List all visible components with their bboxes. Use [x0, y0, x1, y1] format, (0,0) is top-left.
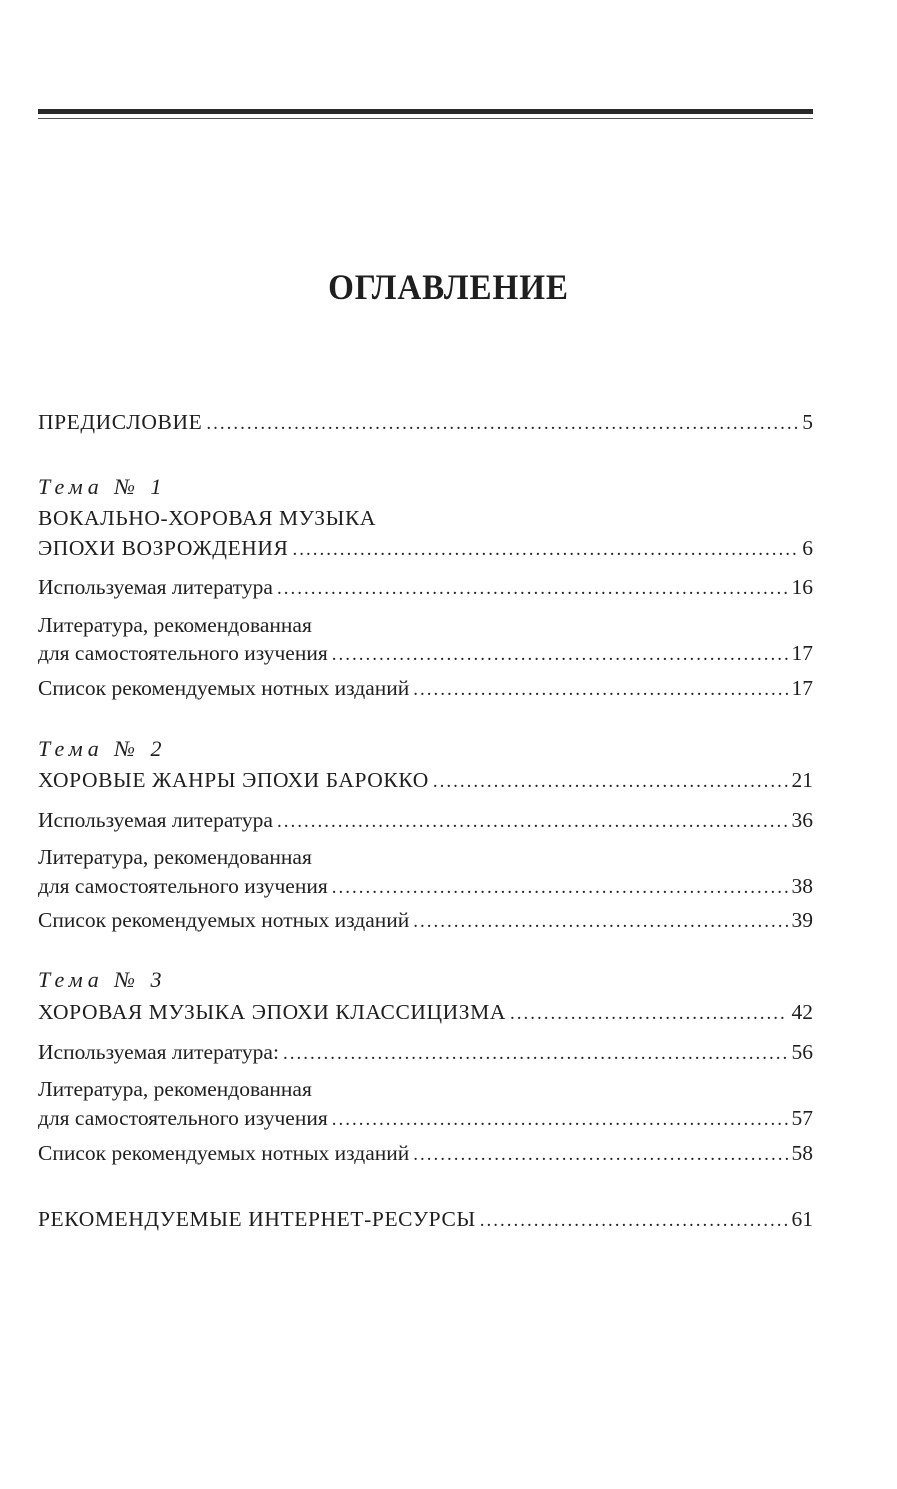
toc-entry-topic-1-scores[interactable] [38, 676, 813, 706]
page-title: ОГЛАВЛЕНИЕ [328, 267, 569, 307]
toc-entry-label: Используемая литература [38, 808, 273, 832]
toc-page-number: 17 [791, 641, 813, 665]
topic-2-label: Тема № 2 [38, 736, 167, 761]
topic-2-lit-rec-line1: Литература, рекомендованная [38, 845, 312, 869]
toc-entry-internet-resources[interactable] [38, 1207, 813, 1237]
toc-entry-label: ХОРОВЫЕ ЖАНРЫ ЭПОХИ БАРОККО [38, 768, 429, 792]
toc-page-number: 61 [791, 1207, 813, 1231]
topic-3-label: Тема № 3 [38, 967, 167, 992]
toc-leader-dots [293, 539, 799, 561]
toc-entry-label: для самостоятельного изучения [38, 641, 328, 665]
toc-entry-label: Список рекомендуемых нотных изданий [38, 908, 410, 932]
toc-entry-topic-3-lit-used[interactable] [38, 1040, 813, 1070]
toc-entry-topic-1[interactable] [38, 536, 813, 566]
toc-entry-label: Используемая литература [38, 575, 273, 599]
toc-page-number: 6 [802, 536, 813, 560]
toc-entry-label: ПРЕДИСЛОВИЕ [38, 410, 203, 434]
toc-page-number: 5 [802, 410, 813, 434]
top-rule-thick [38, 109, 813, 114]
toc-entry-label: для самостоятельного изучения [38, 874, 328, 898]
toc-entry-topic-2-lit-used[interactable] [38, 808, 813, 838]
toc-leader-dots [413, 911, 787, 933]
toc-entry-preface[interactable] [38, 410, 813, 440]
toc-leader-dots [413, 679, 787, 701]
toc-leader-dots [510, 1003, 787, 1025]
toc-entry-topic-1-lit-rec[interactable] [38, 641, 813, 671]
toc-entry-topic-1-lit-used[interactable] [38, 575, 813, 605]
toc-entry-topic-3[interactable] [38, 1000, 813, 1030]
toc-entry-topic-3-scores[interactable] [38, 1141, 813, 1171]
toc-leader-dots [283, 1043, 788, 1065]
toc-page-number: 58 [791, 1141, 813, 1165]
toc-entry-topic-2-scores[interactable] [38, 908, 813, 938]
toc-entry-topic-2-lit-rec[interactable] [38, 874, 813, 904]
toc-leader-dots [332, 644, 788, 666]
toc-page-number: 21 [791, 768, 813, 792]
toc-entry-label: Список рекомендуемых нотных изданий [38, 1141, 410, 1165]
toc-leader-dots [277, 811, 788, 833]
toc-entry-label: Используемая литература: [38, 1040, 279, 1064]
toc-leader-dots [413, 1144, 787, 1166]
toc-page-number: 16 [791, 575, 813, 599]
toc-leader-dots [332, 1109, 788, 1131]
toc-page-number: 39 [791, 908, 813, 932]
toc-entry-topic-3-lit-rec[interactable] [38, 1106, 813, 1136]
topic-1-lit-rec-line1: Литература, рекомендованная [38, 613, 312, 637]
toc-page-number: 17 [791, 676, 813, 700]
toc-leader-dots [480, 1210, 788, 1232]
top-rule-thin [38, 118, 813, 119]
toc-leader-dots [277, 578, 788, 600]
toc-page-number: 56 [791, 1040, 813, 1064]
toc-entry-label: для самостоятельного изучения [38, 1106, 328, 1130]
toc-page-number: 57 [791, 1106, 813, 1130]
toc-leader-dots [206, 413, 798, 435]
toc-entry-label: ЭПОХИ ВОЗРОЖДЕНИЯ [38, 536, 289, 560]
toc-page-number: 36 [791, 808, 813, 832]
toc-entry-label: Список рекомендуемых нотных изданий [38, 676, 410, 700]
toc-page-number: 42 [791, 1000, 813, 1024]
toc-entry-topic-2[interactable] [38, 768, 813, 798]
toc-leader-dots [332, 877, 788, 899]
topic-1-heading-line1: ВОКАЛЬНО-ХОРОВАЯ МУЗЫКА [38, 506, 377, 530]
topic-1-label: Тема № 1 [38, 474, 167, 499]
toc-leader-dots [433, 771, 788, 793]
toc-page-number: 38 [791, 874, 813, 898]
toc-entry-label: ХОРОВАЯ МУЗЫКА ЭПОХИ КЛАССИЦИЗМА [38, 1000, 507, 1024]
toc-entry-label: РЕКОМЕНДУЕМЫЕ ИНТЕРНЕТ-РЕСУРСЫ [38, 1207, 476, 1231]
topic-3-lit-rec-line1: Литература, рекомендованная [38, 1077, 312, 1101]
